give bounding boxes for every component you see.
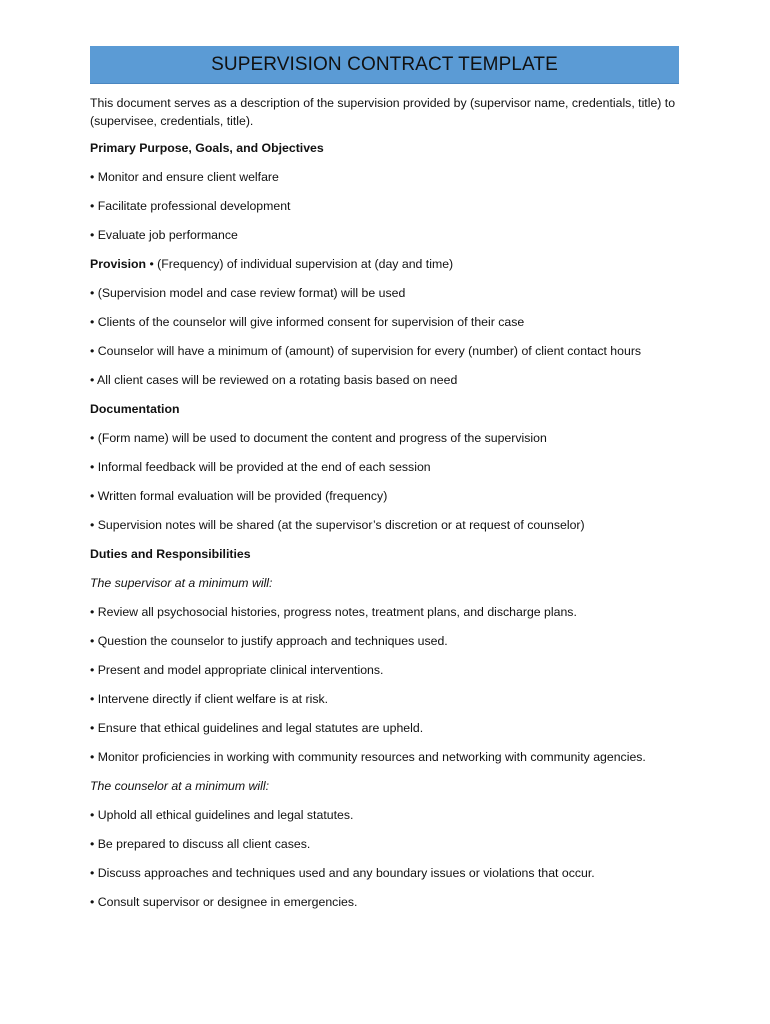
list-item: • Present and model appropriate clinical interventions. bbox=[90, 663, 384, 677]
list-item: • Review all psychosocial histories, progress notes, treatment plans, and discharge plans. bbox=[90, 605, 577, 619]
list-item: • Ensure that ethical guidelines and legal statutes are upheld. bbox=[90, 721, 424, 735]
list-item: • Discuss approaches and techniques used and any boundary issues or violations that occur. bbox=[90, 866, 595, 880]
title-banner bbox=[90, 46, 679, 84]
list-item: • Be prepared to discuss all client cases. bbox=[90, 837, 311, 851]
list-item: • Clients of the counselor will give informed consent for supervision of their case bbox=[90, 315, 525, 329]
list-item: • Monitor proficiencies in working with community resources and networking with community agencies. bbox=[90, 750, 646, 764]
provision-heading: Provision bbox=[90, 257, 147, 271]
list-item: • Written formal evaluation will be provided (frequency) bbox=[90, 489, 388, 503]
intro-paragraph: This document serves as a description of the supervision provided by (supervisor name, credentials, title) to (supervisee, credentials, title). bbox=[90, 96, 676, 128]
duties-heading: Duties and Responsibilities bbox=[90, 547, 251, 561]
list-item: • (Frequency) of individual supervision at (day and time) bbox=[146, 257, 454, 271]
counselor-subheading: The counselor at a minimum will: bbox=[90, 779, 270, 793]
list-item: • Supervision notes will be shared (at the supervisor’s discretion or at request of counselor) bbox=[90, 518, 585, 532]
document-body bbox=[90, 94, 690, 924]
document-title: SUPERVISION CONTRACT TEMPLATE bbox=[211, 53, 558, 75]
list-item: • Facilitate professional development bbox=[90, 199, 291, 213]
provision-line bbox=[90, 257, 690, 272]
list-item: • Consult supervisor or designee in emergencies. bbox=[90, 895, 358, 909]
list-item: • Counselor will have a minimum of (amount) of supervision for every (number) of client contact hours bbox=[90, 344, 642, 358]
list-item: • Question the counselor to justify approach and techniques used. bbox=[90, 634, 448, 648]
list-item: • Uphold all ethical guidelines and legal statutes. bbox=[90, 808, 354, 822]
list-item: • (Supervision model and case review format) will be used bbox=[90, 286, 406, 300]
list-item: • Intervene directly if client welfare is at risk. bbox=[90, 692, 329, 706]
list-item: • (Form name) will be used to document the content and progress of the supervision bbox=[90, 431, 547, 445]
list-item: • Monitor and ensure client welfare bbox=[90, 170, 279, 184]
supervisor-subheading: The supervisor at a minimum will: bbox=[90, 576, 273, 590]
list-item: • All client cases will be reviewed on a rotating basis based on need bbox=[90, 373, 458, 387]
purpose-heading: Primary Purpose, Goals, and Objectives bbox=[90, 141, 324, 155]
list-item: • Informal feedback will be provided at the end of each session bbox=[90, 460, 431, 474]
documentation-heading: Documentation bbox=[90, 402, 180, 416]
list-item: • Evaluate job performance bbox=[90, 228, 238, 242]
